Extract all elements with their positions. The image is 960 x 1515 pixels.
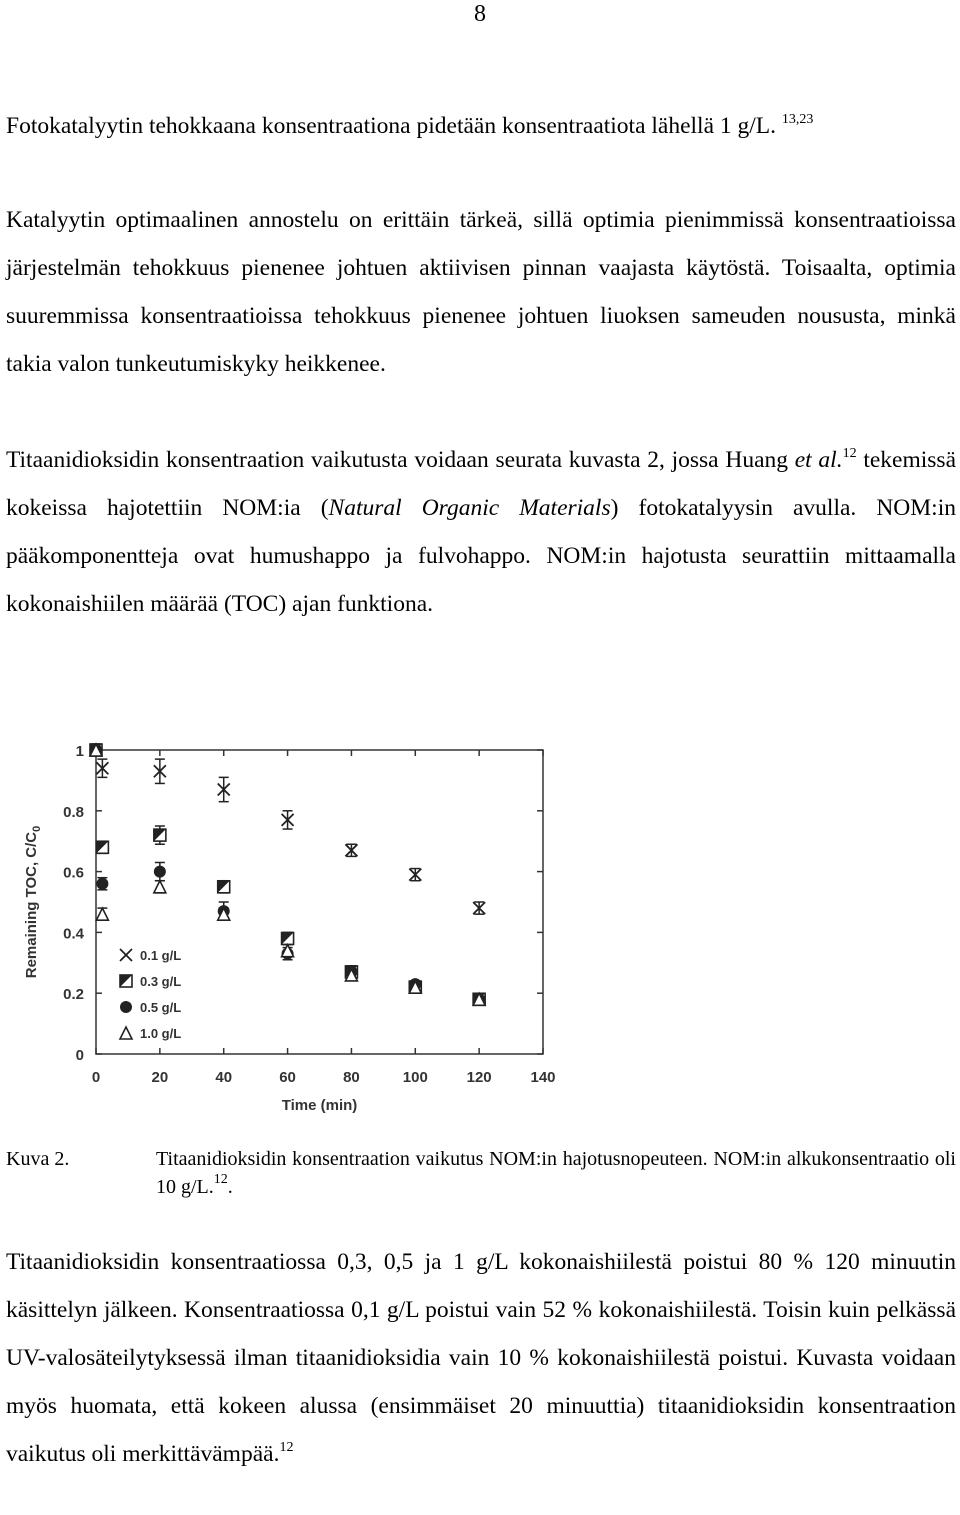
legend-label: 0.3 g/L [140,974,182,989]
chart-axes [23,743,556,1114]
et-al: et al. [794,447,843,473]
paragraph-4-text: Titaanidioksidin konsentraatiossa 0,3, 0,5 ja 1 g/L kokonaishiilestä poistui 80 % 120 minuutin käsittelyn jälkeen. Konsentraatiossa 0,1 g/L poistui vain 52 % kokonaishiilestä. Toisin kuin pelkässä UV-valosäteilytyksessä ilman titaanidioksidia vain 10 % kokonaishiilestä poistui. Kuvasta voidaan myös huomata, että kokeen alussa (ensimmäiset 20 minuuttia) titaanidioksidin konsentraation vaikutus oli merkittävämpää. [6,1249,956,1467]
paragraph-1-text: Fotokatalyytin tehokkaana konsentraationa pidetään konsentraatiota lähellä 1 g/L. [6,113,777,139]
y-tick-label: 1 [75,743,84,760]
x-tick-label: 20 [151,1069,169,1086]
legend-label: 0.5 g/L [140,1000,182,1015]
toc-chart [0,730,600,1130]
y-tick-label: 0.4 [63,925,84,943]
data-point [218,881,230,893]
paragraph-4 [6,1238,956,1478]
x-tick-label: 0 [91,1069,101,1086]
caption-label: Kuva 2. [6,1148,70,1170]
figure-2 [0,730,600,1130]
legend-label: 0.1 g/L [140,948,182,963]
reference-superscript: 12 [213,1172,228,1187]
paragraph-2: Katalyytin optimaalinen annostelu on erittäin tärkeä, sillä optimia pienimmissä konsentraatioissa järjestelmän tehokkuus pienenee johtuen aktiivisen pinnan vaajasta käytöstä. Toisaalta, optimia suuremmissa konsentraatioissa tehokkuus pienenee johtuen liuoksen sameuden noususta, minkä takia valon tunkeutumiskyky heikkenee. [6,207,956,377]
italic-term: Natural Organic Materials [328,495,611,521]
data-point [282,932,294,944]
page-number: 8 [474,1,486,27]
x-tick-label: 40 [215,1069,233,1086]
x-tick-label: 60 [279,1069,296,1086]
data-point [96,878,108,890]
x-tick-label: 100 [402,1069,428,1086]
x-tick-label: 80 [343,1069,360,1086]
data-point [154,866,166,878]
data-point [154,829,166,841]
paragraph-3-text-1: Titaanidioksidin konsentraation vaikutusta voidaan seurata kuvasta 2, jossa Huang [6,447,788,473]
chart-marks [90,744,485,1005]
y-axis-label: Remaining TOC, $C/C_0$ [23,825,43,979]
caption-text [156,1145,956,1201]
triangle-marker [120,1027,132,1039]
legend-marker [120,949,132,961]
data-point [96,841,108,853]
circle-marker [154,866,166,878]
series-0-3-g-L [90,744,485,1005]
legend-marker [120,1001,132,1013]
reference-superscript: 12 [279,1440,294,1455]
y-tick-label: 0.8 [63,803,84,821]
series-1-0-g-L [90,744,485,1005]
triangle-marker [96,908,108,920]
legend-label: 1.0 g/L [140,1026,182,1041]
paragraph-3 [6,436,956,628]
x-axis-label: Time (min) [281,1097,358,1114]
data-point [96,908,108,920]
triangle-marker [154,881,166,893]
caption-body: Titaanidioksidin konsentraation vaikutus NOM:in hajotusnopeuteen. NOM:in alkukonsentraatio oli 10 g/L. [156,1148,956,1198]
series-0-1-g-L [90,744,485,914]
y-tick-label: 0.2 [63,986,84,1004]
circle-marker [120,1001,132,1013]
data-point [154,881,166,893]
y-tick-label: 0 [75,1047,84,1064]
paragraph-3-text-2: tekemissä kokeissa hajotettiin NOM:ia ( [6,447,956,521]
paragraph-3-text-3: ) fotokatalyysin avulla. NOM:in pääkomponentteja ovat humushappo ja fulvohappo. NOM:in hajotusta seurattiin mittaamalla kokonaishiilen määrää (TOC) ajan funktiona. [6,495,956,617]
reference-superscript: 12 [842,446,857,461]
y-tick-label: 0.6 [63,864,84,882]
reference-superscript: 13,23 [781,112,814,127]
x-tick-label: 140 [530,1069,556,1086]
legend-marker [120,975,132,987]
paragraph-1 [6,102,956,150]
legend-marker [120,1027,132,1039]
series-0-5-g-L [90,744,485,1005]
chart-legend [120,948,181,1041]
x-tick-label: 120 [466,1069,492,1086]
circle-marker [96,878,108,890]
caption-tail: . [227,1176,233,1198]
